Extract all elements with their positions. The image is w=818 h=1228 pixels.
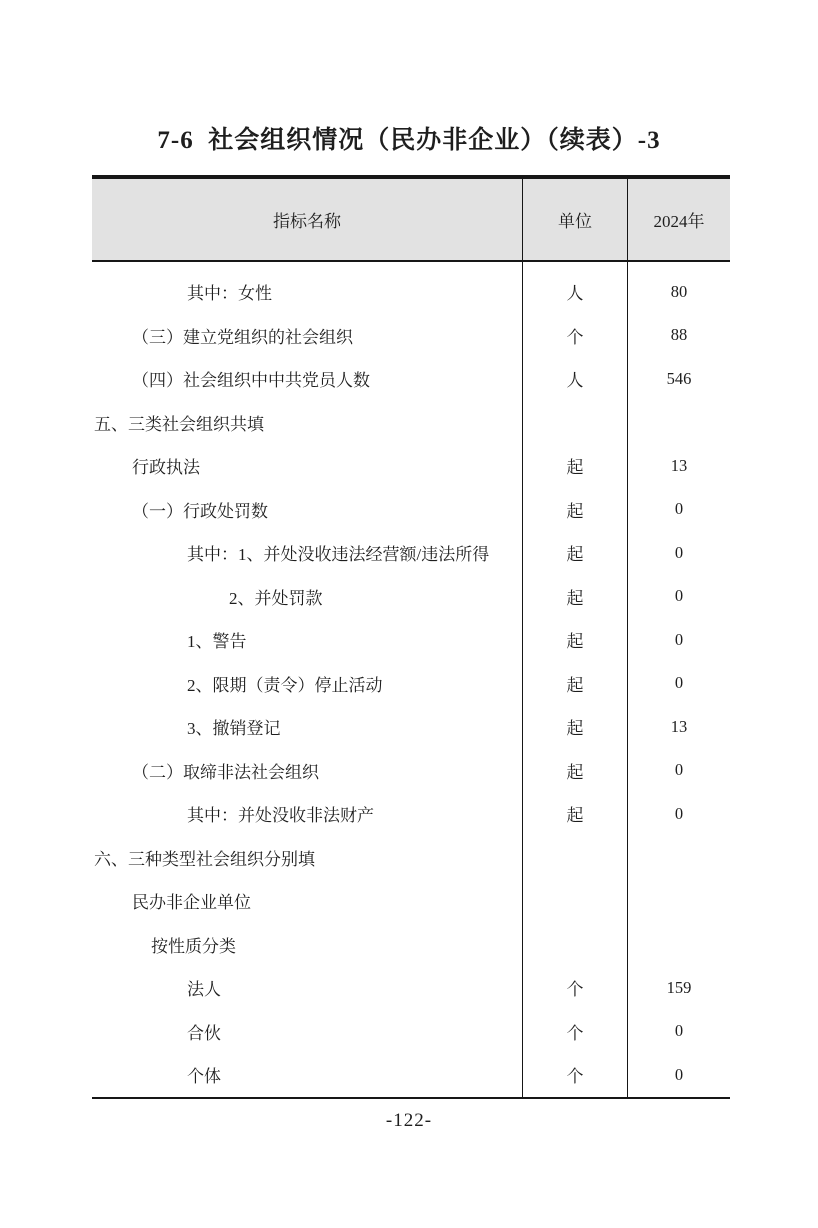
value-cell: 13 xyxy=(627,705,730,749)
value-cell: 0 xyxy=(627,488,730,532)
indicator-name-cell: 其中：并处没收非法财产 xyxy=(187,806,374,826)
unit-cell xyxy=(522,401,627,445)
value-cell: 88 xyxy=(627,314,730,358)
table-row xyxy=(92,792,730,836)
unit-cell: 起 xyxy=(522,749,627,793)
indicator-name-cell: 按性质分类 xyxy=(151,936,236,956)
table-row xyxy=(92,836,730,880)
value-cell xyxy=(627,836,730,880)
indicator-name-cell: （三）建立党组织的社会组织 xyxy=(132,327,353,347)
indicator-name-cell: 其中：1、并处没收违法经营额/违法所得 xyxy=(187,545,490,565)
unit-cell: 起 xyxy=(522,575,627,619)
indicator-name-cell: 民办非企业单位 xyxy=(132,893,251,913)
unit-cell xyxy=(522,879,627,923)
unit-cell: 起 xyxy=(522,792,627,836)
table-row xyxy=(92,662,730,706)
value-cell: 0 xyxy=(627,531,730,575)
table-row xyxy=(92,749,730,793)
table-row xyxy=(92,879,730,923)
indicator-name-cell: 合伙 xyxy=(187,1023,221,1043)
table-row xyxy=(92,575,730,619)
header-unit: 单位 xyxy=(522,179,627,260)
unit-cell xyxy=(522,923,627,967)
unit-cell: 起 xyxy=(522,705,627,749)
unit-cell xyxy=(522,836,627,880)
table-row xyxy=(92,488,730,532)
table-row xyxy=(92,531,730,575)
table-row xyxy=(92,270,730,314)
indicator-name-cell: 2、并处罚款 xyxy=(229,588,323,608)
value-cell: 0 xyxy=(627,749,730,793)
indicator-name-cell: 五、三类社会组织共填 xyxy=(94,414,264,434)
table-row xyxy=(92,314,730,358)
unit-cell: 个 xyxy=(522,1010,627,1054)
table-body xyxy=(92,262,730,1099)
value-cell: 159 xyxy=(627,966,730,1010)
unit-cell: 起 xyxy=(522,662,627,706)
value-cell: 0 xyxy=(627,792,730,836)
unit-cell: 个 xyxy=(522,314,627,358)
indicator-name-cell: （四）社会组织中中共党员人数 xyxy=(132,371,370,391)
table-row xyxy=(92,401,730,445)
unit-cell: 起 xyxy=(522,618,627,662)
unit-cell: 起 xyxy=(522,444,627,488)
indicator-name-cell: 1、警告 xyxy=(187,632,247,652)
table-row xyxy=(92,705,730,749)
value-cell: 0 xyxy=(627,1053,730,1097)
table-row xyxy=(92,1010,730,1054)
unit-cell: 起 xyxy=(522,531,627,575)
indicator-name-cell: 2、限期（责令）停止活动 xyxy=(187,675,383,695)
statistics-table xyxy=(92,175,730,1099)
unit-cell: 个 xyxy=(522,966,627,1010)
table-row xyxy=(92,618,730,662)
table-header-row xyxy=(92,175,730,262)
value-cell: 13 xyxy=(627,444,730,488)
unit-cell: 人 xyxy=(522,270,627,314)
value-cell: 0 xyxy=(627,618,730,662)
page-title: 7-6 社会组织情况（民办非企业）（续表）-3 xyxy=(157,127,661,154)
indicator-name-cell: 个体 xyxy=(187,1067,221,1087)
value-cell xyxy=(627,923,730,967)
indicator-name-cell: 法人 xyxy=(187,980,221,1000)
value-cell xyxy=(627,401,730,445)
table-body-spacer xyxy=(92,262,730,270)
value-cell: 0 xyxy=(627,1010,730,1054)
value-cell: 0 xyxy=(627,662,730,706)
unit-cell: 起 xyxy=(522,488,627,532)
page-number: -122- xyxy=(385,1110,433,1131)
value-cell xyxy=(627,879,730,923)
unit-cell: 个 xyxy=(522,1053,627,1097)
table-row xyxy=(92,444,730,488)
table-row xyxy=(92,357,730,401)
value-cell: 546 xyxy=(627,357,730,401)
indicator-name-cell: （二）取缔非法社会组织 xyxy=(132,762,319,782)
table-row xyxy=(92,1053,730,1097)
unit-cell: 人 xyxy=(522,357,627,401)
indicator-name-cell: 其中：女性 xyxy=(187,284,272,304)
value-cell: 80 xyxy=(627,270,730,314)
indicator-name-cell: 行政执法 xyxy=(132,458,200,478)
indicator-name-cell: （一）行政处罚数 xyxy=(132,501,268,521)
value-cell: 0 xyxy=(627,575,730,619)
header-indicator-name: 指标名称 xyxy=(273,212,341,231)
table-row xyxy=(92,966,730,1010)
table-row xyxy=(92,923,730,967)
indicator-name-cell: 六、三种类型社会组织分别填 xyxy=(94,849,315,869)
indicator-name-cell: 3、撤销登记 xyxy=(187,719,281,739)
header-year-2024: 2024年 xyxy=(627,179,730,260)
